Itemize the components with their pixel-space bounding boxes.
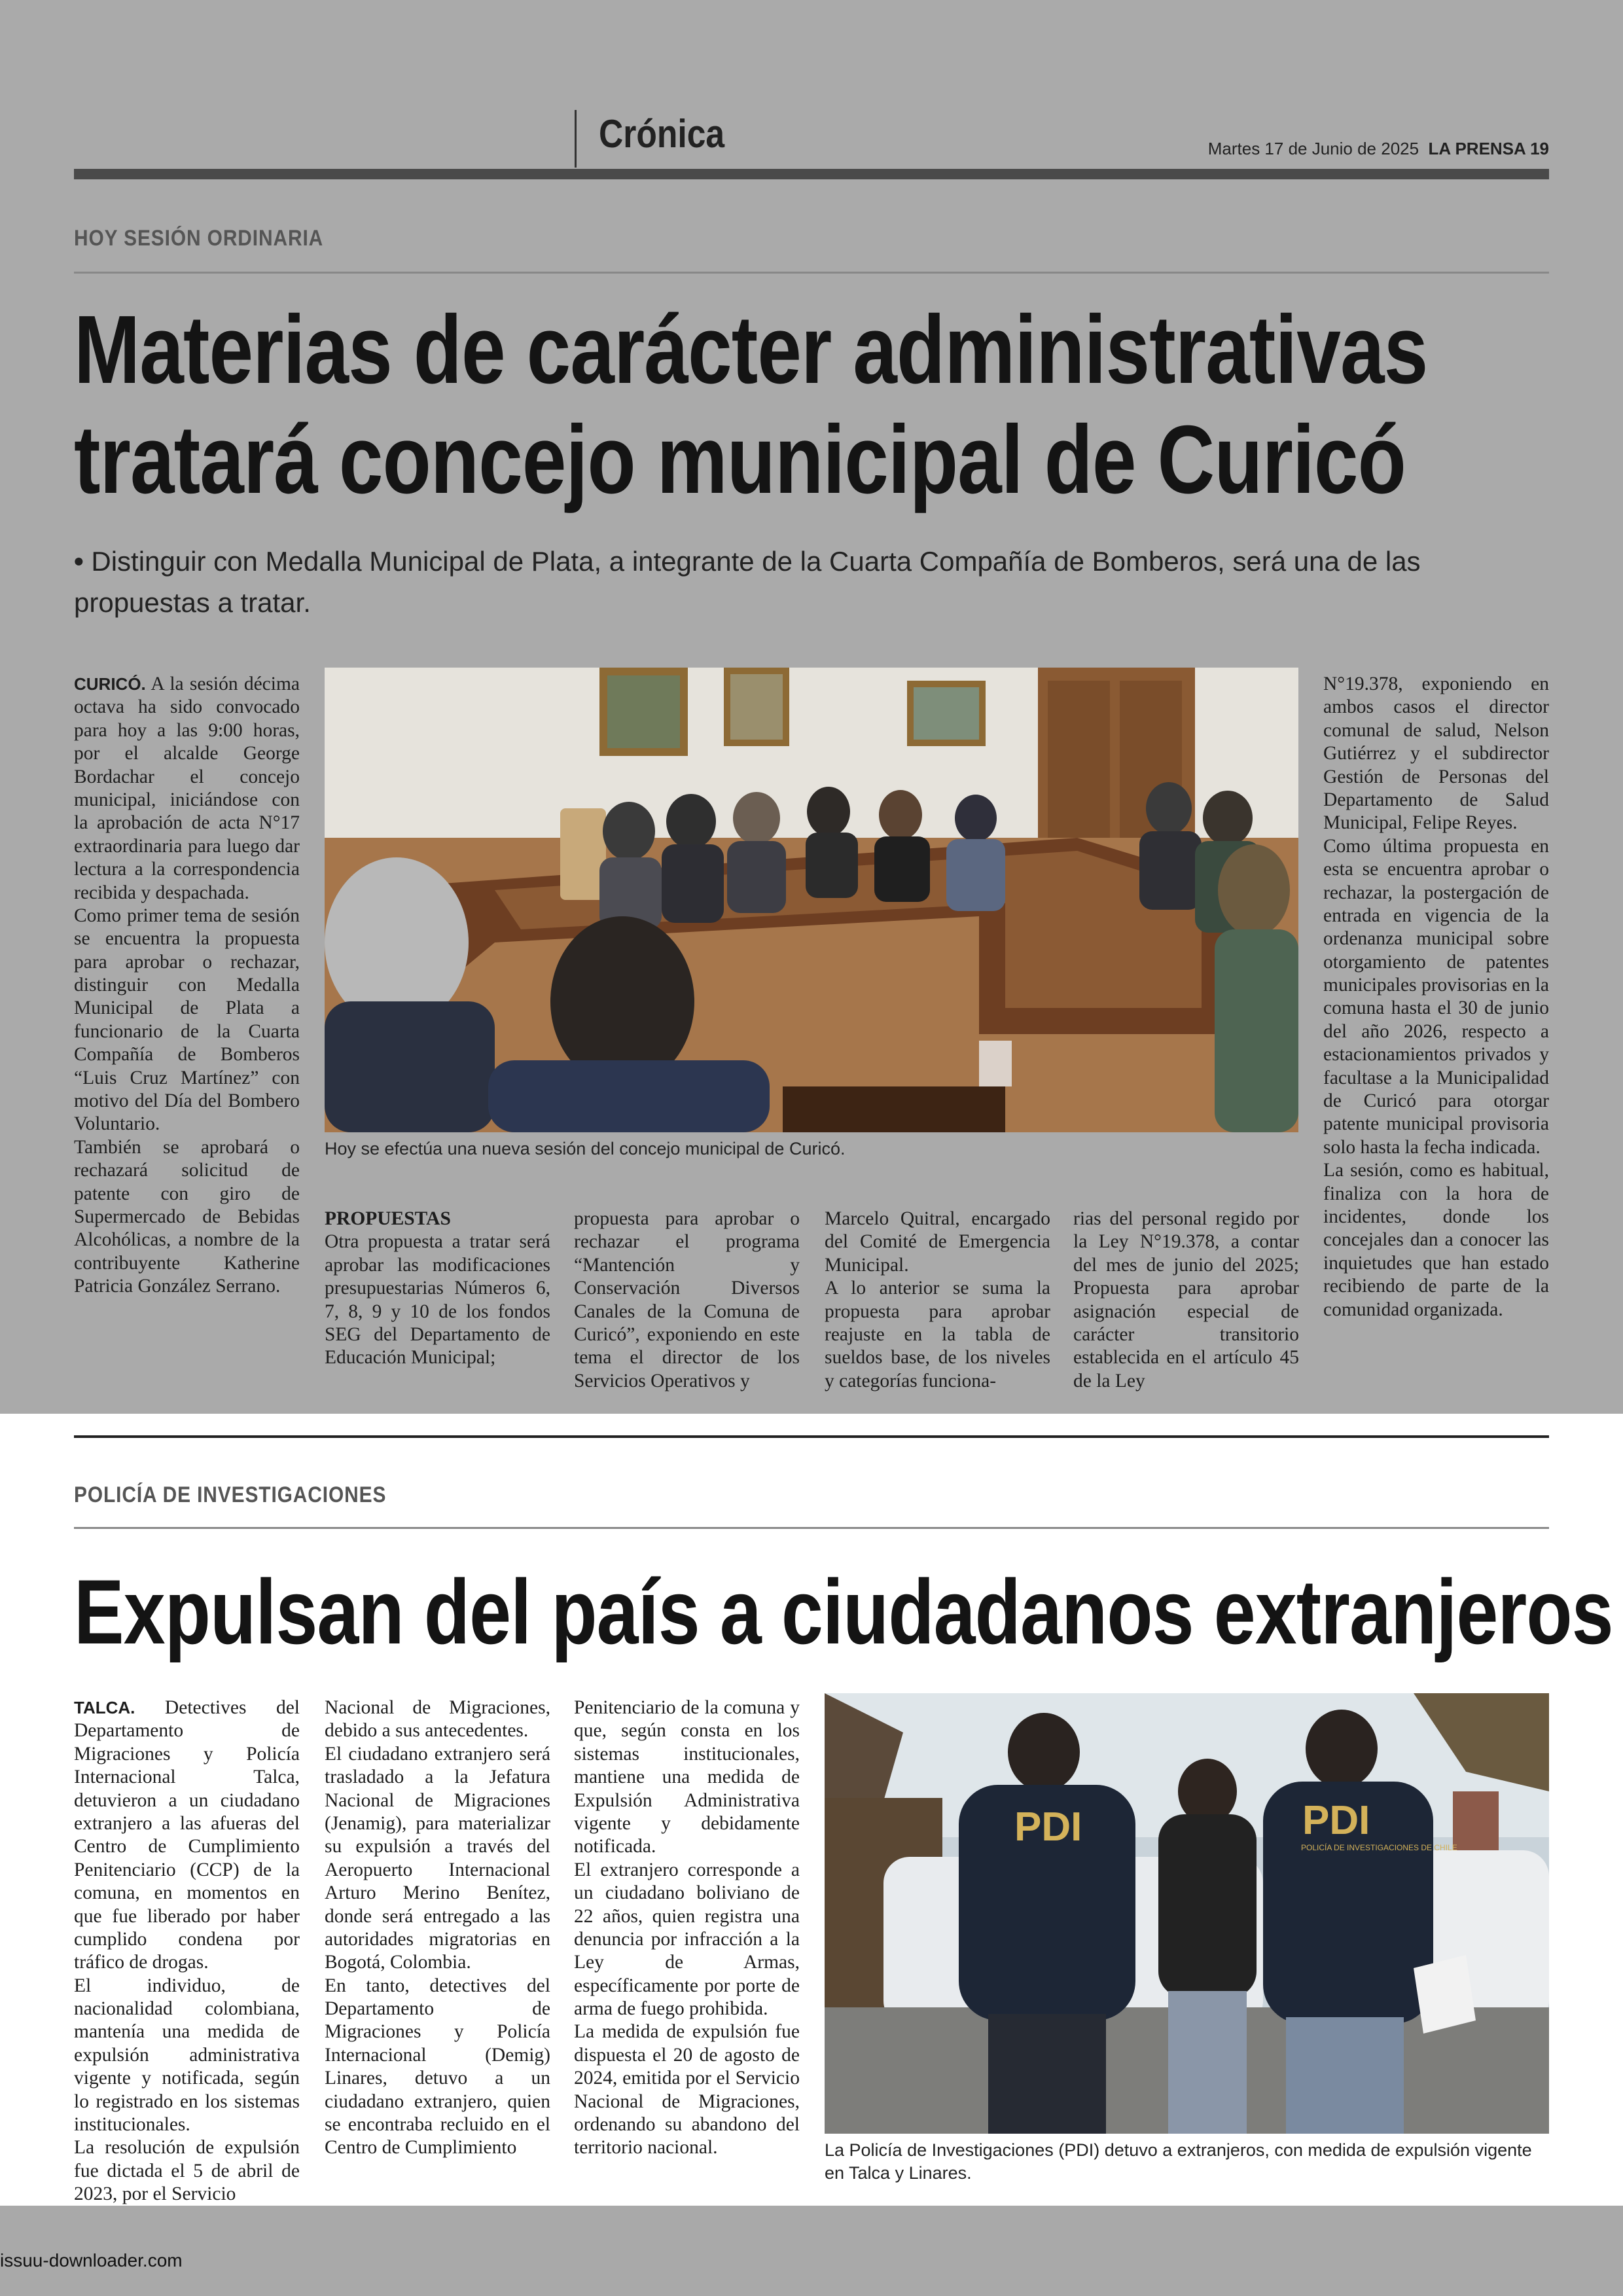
pdi-arrest-photo [825, 1693, 1549, 2134]
story1-col1-p3: También se aprobará o rechazará solicitud de patente con giro de Supermercado de Bebidas Alcohólicas, a nombre de la contribuyente Katherine Patricia González Serrano. [74, 1136, 300, 1297]
story2-col2-p2: El ciudadano extranjero será trasladado a la Jefatura Nacional de Migraciones (Jenamig), para materializar su expulsión a través del Aeropuerto Internacional Arturo Merino Benítez, donde será entregado a las autoridades migratorias en Bogotá, Colombia. [325, 1743, 550, 1973]
story1-col3-text: propuesta para aprobar o rechazar el programa “Mantención y Conservación Diversos Canales de la Comuna de Curicó”, exponiendo en este tema el director de los Servicios Operativos y [574, 1208, 800, 1391]
story-separator-rule [74, 1435, 1549, 1438]
pdi-jacket-text-right: PDI [1302, 1798, 1370, 1843]
story1-deck-text: Distinguir con Medalla Municipal de Plata, a integrante de la Cuarta Compañía de Bomberos, será una de las propuestas a tratar. [74, 546, 1421, 618]
header-rule [74, 169, 1549, 179]
story1-kicker-rule [74, 272, 1549, 274]
story2-column-2 [325, 1696, 550, 2160]
council-session-illustration [325, 668, 1298, 1132]
story2-col1-p3: La resolución de expulsión fue dictada el 5 de abril de 2023, por el Servicio [74, 2137, 300, 2205]
story2-col1-p2: El individuo, de nacionalidad colombiana, mantenía una medida de expulsión administrativa vigente y notificada, según lo registrado en los sistemas institucionales. [74, 1975, 300, 2136]
story2-col2-p1: Nacional de Migraciones, debido a sus antecedentes. [325, 1697, 550, 1742]
story1-col6-p3: La sesión, como es habitual, finaliza con la hora de incidentes, donde los concejales dan a conocer las inquietudes que han estado recibiendo de parte de la comunidad organizada. [1323, 1160, 1549, 1320]
page-bottom-band [0, 2206, 1623, 2296]
story1-deck [74, 541, 1549, 623]
story1-column-3 [574, 1208, 800, 1393]
story2-headline: Expulsan del país a ciudadanos extranjeros [74, 1560, 1613, 1663]
story1-col4-p2: A lo anterior se suma la propuesta para aprobar reajuste en la tabla de sueldos base, de los niveles y categorías funciona- [825, 1278, 1050, 1391]
story1-column-6 [1323, 673, 1549, 1321]
story1-headline-line1: Materias de carácter administrativas [74, 296, 1428, 404]
watermark-text[interactable]: issuu-downloader.com [0, 2250, 183, 2270]
story1-col5-text: rias del personal regido por la Ley N°19.378, a contar del mes de junio del 2025; Propuesta para aprobar asignación especial de carácter transitorio establecida en el artículo 45 de la Ley [1073, 1208, 1299, 1391]
story2-col3-p1: Penitenciario de la comuna y que, según consta en los sistemas institucionales, mantiene una medida de Expulsión Administrativa vigente y debidamente notificada. [574, 1697, 800, 1857]
pdi-arrest-illustration [825, 1693, 1549, 2134]
header-date: Martes 17 de Junio de 2025 [1207, 139, 1419, 158]
story2-kicker-rule [74, 1527, 1549, 1529]
story2-col1-p1: Detectives del Departamento de Migraciones y Policía Internacional Talca, detuvieron a un ciudadano extranjero a las afueras del Centro de Cumplimiento Penitenciario (CCP) de la comuna, en momentos en que fue liberado por haber cumplido condena por tráfico de drogas. [74, 1697, 300, 1973]
story1-col2-text: Otra propuesta a tratar será aprobar las modificaciones presupuestarias Números 6, 7, 8, 9 y 10 de los fondos SEG del Departamento de Educación Municipal; [325, 1231, 550, 1369]
story1-headline-line2: tratará concejo municipal de Curicó [74, 406, 1406, 514]
council-session-photo [325, 668, 1298, 1132]
story1-column-5 [1073, 1208, 1299, 1393]
pdi-jacket-subtext: POLICÍA DE INVESTIGACIONES DE CHILE [1301, 1843, 1457, 1852]
deck-bullet: • [74, 546, 84, 577]
story1-column-4 [825, 1208, 1050, 1393]
story2-column-3 [574, 1696, 800, 2160]
header-date-line [1208, 139, 1549, 159]
story1-col6-p2: Como última propuesta en esta se encuentra aprobar o rechazar, la postergación de entrada en vigencia de la ordenanza municipal sobre otorgamiento de patentes municipales provisorias en la comuna hasta el 30 de junio del año 2026, respecto a estacionamientos privados y facultase a la Municipalidad de Curicó para otorgar patente municipal provisoria solo hasta la fecha indicada. [1323, 835, 1549, 1158]
pdi-jacket-text-left: PDI [1014, 1804, 1082, 1850]
story1-col1-p2: Como primer tema de sesión se encuentra la propuesta para aprobar o rechazar, distinguir con Medalla Municipal de Plata a funcionario de la Cuarta Compañía de Bomberos “Luis Cruz Martínez” con motivo del Día del Bombero Voluntario. [74, 905, 300, 1135]
paper-name-page: LA PRENSA 19 [1428, 139, 1549, 158]
story1-column-1 [74, 673, 300, 1299]
story2-col3-p2: El extranjero corresponde a un ciudadano boliviano de 22 años, quien registra una denuncia por infracción a la Ley de Armas, específicamente por porte de arma de fuego prohibida. [574, 1859, 800, 2020]
story1-col1-p1: A la sesión décima octava ha sido convocado para hoy a las 9:00 horas, por el alcalde George Bordachar el concejo municipal, iniciándose con la aprobación de acta N°17 extraordinaria para luego dar lectura a la correspondencia recibida y despachada. [74, 673, 300, 903]
story1-photo-caption: Hoy se efectúa una nueva sesión del concejo municipal de Curicó. [325, 1139, 846, 1158]
section-name: Crónica [599, 112, 725, 156]
story1-dateline: CURICÓ. [74, 674, 146, 694]
story2-dateline: TALCA. [74, 1698, 135, 1717]
story2-photo-caption: La Policía de Investigaciones (PDI) detuvo a extranjeros, con medida de expulsión vigente en Talca y Linares. [825, 2140, 1532, 2183]
story2-col2-p3: En tanto, detectives del Departamento de Migraciones y Policía Internacional (Demig) Linares, detuvo a un ciudadano extranjero, quien se encontraba recluido en el Centro de Cumplimiento [325, 1975, 550, 2159]
story2-col3-p3: La medida de expulsión fue dispuesta el 20 de agosto de 2024, emitida por el Servicio Nacional de Migraciones, ordenando su abandono del territorio nacional. [574, 2021, 800, 2159]
story1-col6-p1: N°19.378, exponiendo en ambos casos el director comunal de salud, Nelson Gutiérrez y el subdirector Gestión de Personas del Departamento de Salud Municipal, Felipe Reyes. [1323, 673, 1549, 834]
story2-column-1 [74, 1696, 300, 2206]
story1-subhead: PROPUESTAS [325, 1208, 451, 1229]
story2-kicker: POLICÍA DE INVESTIGACIONES [74, 1482, 387, 1507]
story1-col4-p1: Marcelo Quitral, encargado del Comité de Emergencia Municipal. [825, 1208, 1050, 1276]
story1-kicker: HOY SESIÓN ORDINARIA [74, 226, 324, 251]
story1-column-2 [325, 1208, 550, 1370]
header-divider [575, 110, 577, 168]
